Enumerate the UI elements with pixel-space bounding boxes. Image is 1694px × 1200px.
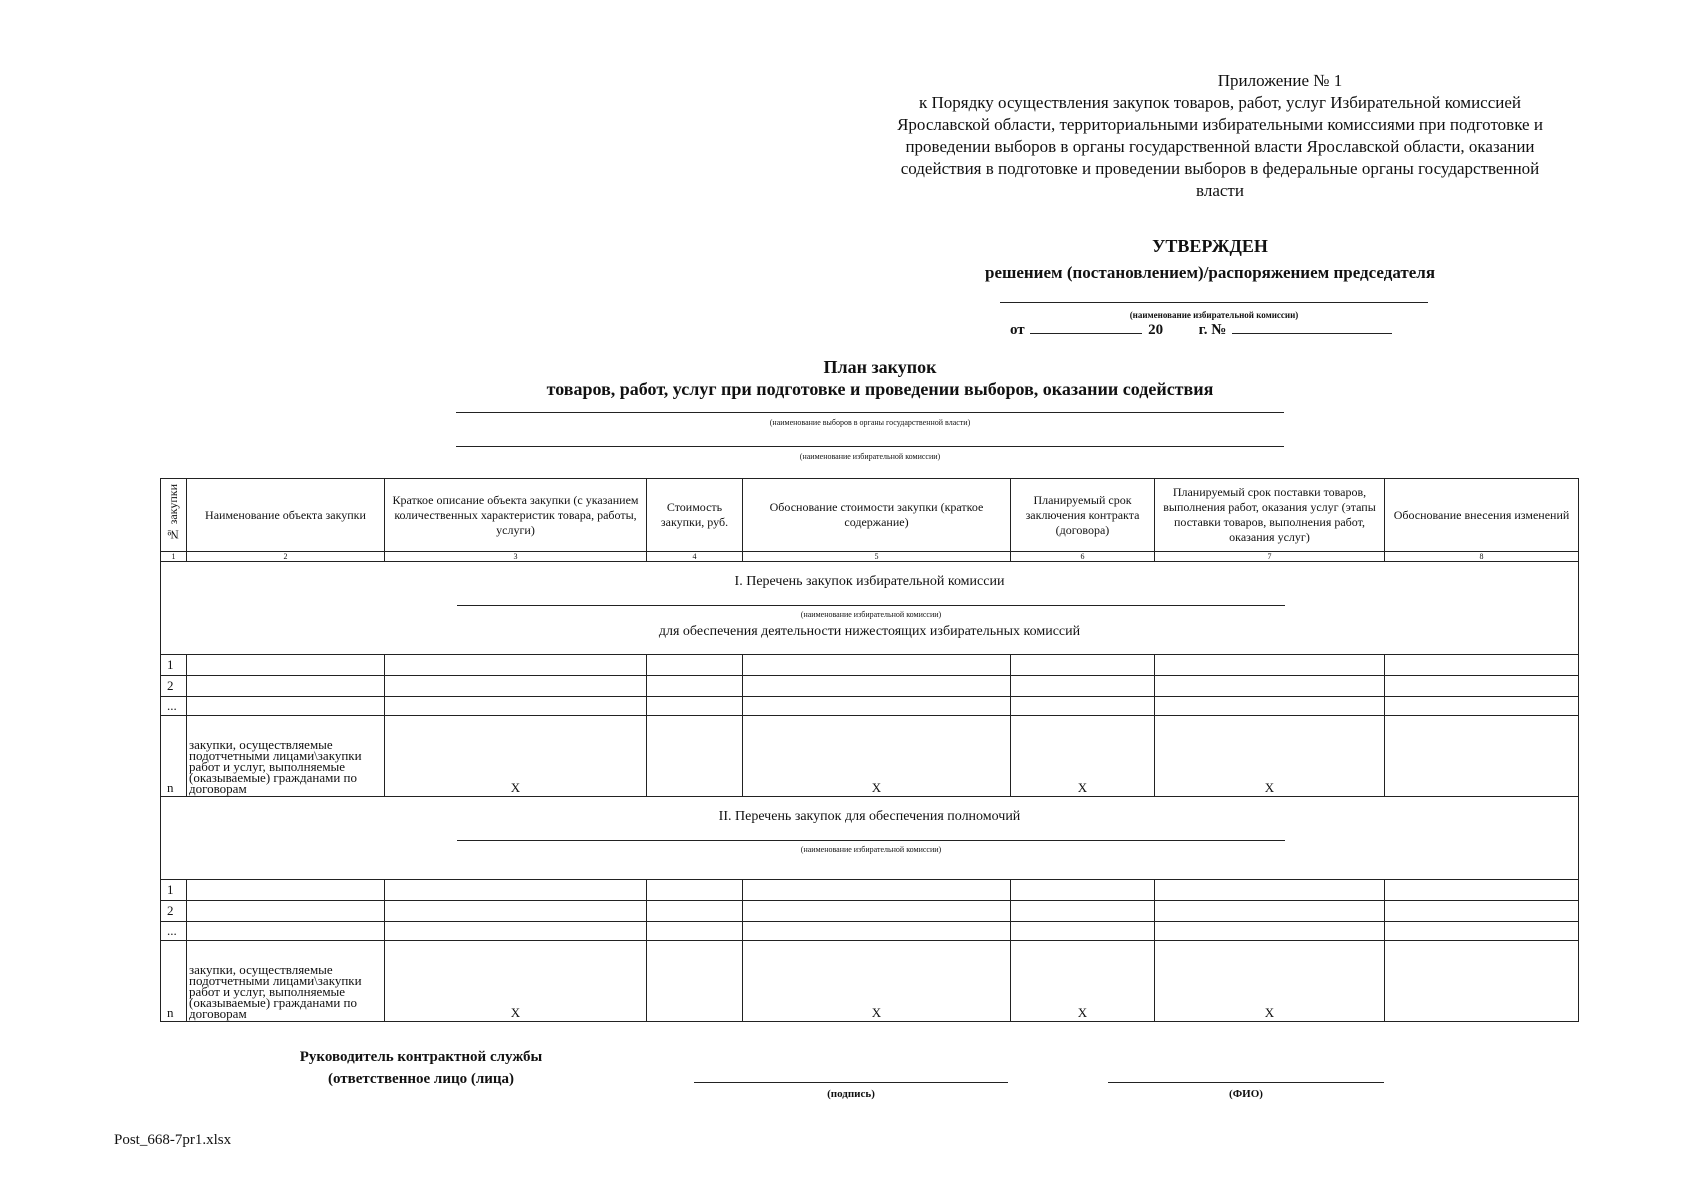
date-number-label: г. № <box>1198 322 1227 338</box>
section-1-caption: (наименование избирательной комиссии) <box>800 610 942 619</box>
plan-title-block <box>380 356 1380 400</box>
signature-line <box>694 1082 1008 1083</box>
column-numbers-row <box>161 552 1579 562</box>
approval-subtitle: решением (постановлением)/распоряжением председателя <box>984 263 1436 282</box>
section-1-subtitle: для обеспечения деятельности нижестоящих избирательных комиссий <box>658 624 1081 639</box>
section-1-header <box>161 562 1579 655</box>
x-mark: X <box>385 716 647 797</box>
header-col-4: Стоимость закупки, руб. <box>647 479 743 552</box>
x-mark: X <box>1011 716 1155 797</box>
row-number: ... <box>161 697 187 716</box>
row-number: 2 <box>161 901 187 922</box>
header-col-2: Наименование объекта закупки <box>187 479 385 552</box>
x-mark: X <box>1155 716 1385 797</box>
n-row-description: закупки, осуществляемые подотчетными лицами\закупки работ и услуг, выполняемые (оказываемые) гражданами по договорам <box>187 941 385 1022</box>
colnum-4: 4 <box>647 552 743 562</box>
table-row-n <box>161 716 1579 797</box>
header-col-7: Планируемый срок поставки товаров, выполнения работ, оказания услуг (этапы поставки товаров, выполнения работ, оказания услуг) <box>1155 479 1385 552</box>
header-col-3: Краткое описание объекта закупки (с указанием количественных характеристик товара, работы, услуги) <box>385 479 647 552</box>
section-1-line <box>457 605 1285 606</box>
approval-date-line <box>1010 322 1392 339</box>
row-number: n <box>161 716 187 797</box>
row-number: n <box>161 941 187 1022</box>
x-mark: X <box>1011 941 1155 1022</box>
plan-subtitle: товаров, работ, услуг при подготовке и проведении выборов, оказании содействия <box>546 379 1214 399</box>
colnum-6: 6 <box>1011 552 1155 562</box>
appendix-line-4: содействия в подготовке и проведении выборов в федеральные органы государственной <box>900 159 1540 178</box>
section-2-title: II. Перечень закупок для обеспечения полномочий <box>718 809 1021 824</box>
row-number: ... <box>161 922 187 941</box>
approval-title: УТВЕРЖДЕН <box>1152 236 1268 256</box>
appendix-line-2: Ярославской области, территориальными избирательными комиссиями при подготовке и <box>897 115 1543 134</box>
fio-line <box>1108 1082 1384 1083</box>
approval-block <box>960 236 1460 283</box>
section-2-header <box>161 797 1579 880</box>
x-mark: X <box>743 716 1011 797</box>
section-2-caption: (наименование избирательной комиссии) <box>800 845 942 854</box>
colnum-1: 1 <box>161 552 187 562</box>
date-blank <box>1030 333 1142 334</box>
footer-label-line-1: Руководитель контрактной службы <box>299 1049 543 1065</box>
header-col-5: Обоснование стоимости закупки (краткое содержание) <box>743 479 1011 552</box>
plan-commission-caption: (наименование избирательной комиссии) <box>799 452 941 461</box>
row-number: 1 <box>161 880 187 901</box>
appendix-line-5: власти <box>1196 181 1244 200</box>
colnum-3: 3 <box>385 552 647 562</box>
table-row-n <box>161 941 1579 1022</box>
appendix-line-1: к Порядку осуществления закупок товаров, работ, услуг Избирательной комиссией <box>919 93 1521 112</box>
commission-name-caption: (наименование избирательной комиссии) <box>1129 310 1299 320</box>
plan-commission-line <box>456 446 1284 447</box>
colnum-7: 7 <box>1155 552 1385 562</box>
footer-label-line-2: (ответственное лицо (лица) <box>327 1071 515 1087</box>
appendix-number: Приложение № 1 <box>1217 71 1343 90</box>
procurement-table <box>160 478 1579 1022</box>
table-row <box>161 697 1579 716</box>
fio-caption: (ФИО) <box>1229 1088 1263 1100</box>
header-col-1: № закупки <box>161 479 187 552</box>
row-number: 1 <box>161 655 187 676</box>
table-row <box>161 880 1579 901</box>
commission-name-line <box>1000 302 1428 303</box>
table-header-row <box>161 479 1579 552</box>
section-2-line <box>457 840 1285 841</box>
contract-service-head-label <box>296 1046 546 1090</box>
x-mark: X <box>743 941 1011 1022</box>
appendix-line-3: проведении выборов в органы государственной власти Ярославской области, оказании <box>905 137 1535 156</box>
n-row-description: закупки, осуществляемые подотчетными лицами\закупки работ и услуг, выполняемые (оказываемые) гражданами по договорам <box>187 716 385 797</box>
table-row <box>161 655 1579 676</box>
file-name: Post_668-7pr1.xlsx <box>114 1132 232 1148</box>
appendix-block <box>860 70 1580 202</box>
x-mark: X <box>385 941 647 1022</box>
row-number: 2 <box>161 676 187 697</box>
number-blank <box>1232 333 1392 334</box>
elections-name-caption: (наименование выборов в органы государственной власти) <box>769 418 971 427</box>
colnum-2: 2 <box>187 552 385 562</box>
colnum-8: 8 <box>1385 552 1579 562</box>
plan-title: План закупок <box>823 357 937 377</box>
table-row <box>161 676 1579 697</box>
signature-caption: (подпись) <box>827 1088 875 1100</box>
date-from-label: от <box>1010 322 1025 338</box>
colnum-5: 5 <box>743 552 1011 562</box>
elections-name-line <box>456 412 1284 413</box>
date-year-label: 20 <box>1148 322 1164 338</box>
section-1-title: I. Перечень закупок избирательной комиссии <box>734 574 1005 589</box>
x-mark: X <box>1155 941 1385 1022</box>
header-col-8: Обоснование внесения изменений <box>1385 479 1579 552</box>
table-row <box>161 901 1579 922</box>
table-row <box>161 922 1579 941</box>
header-col-6: Планируемый срок заключения контракта (договора) <box>1011 479 1155 552</box>
